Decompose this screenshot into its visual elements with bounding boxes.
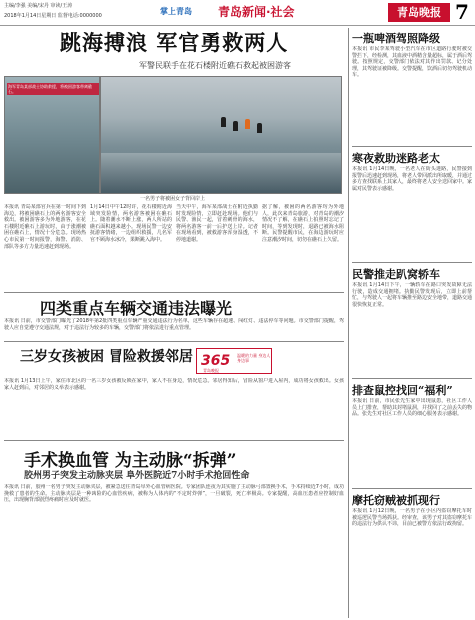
story2-headline: 四类重点车辆交通违法曝光 (40, 299, 233, 318)
divider (4, 292, 344, 293)
rescuer-figure (221, 117, 226, 127)
rescuer-figure (233, 121, 238, 131)
lead-photo-main (100, 76, 342, 194)
banner-number: 365 (201, 353, 231, 369)
item3-title: 民警推走趴窝轿车 (352, 268, 440, 281)
story4-subhead: 胶州男子突发主动脉夹层 阜外医院近7小时手术抢回性命 (24, 471, 250, 481)
date-line: 2018年1月14日星期日 监督电话:0000000 (4, 13, 102, 19)
rescuer-figure (257, 123, 262, 133)
divider (352, 488, 472, 489)
banner-slogan: 温暖的力量 身边人身边事 (237, 353, 271, 363)
item5-title: 摩托窃贼被抓现行 (352, 494, 440, 507)
item4-title: 排查鼠控找回“福利” (352, 384, 453, 397)
item5-body: 本报讯 1月12日晚，一名男子在小区内盗窃摩托车时被巡逻民警当场抓获。经审查，该男子对其盗窃摩托车的违法行为供认不讳，目前已被警方依法行政拘留。 (352, 508, 472, 527)
app-name: 掌上青岛 (160, 7, 192, 16)
banner-sub: 青岛晚报 (203, 368, 219, 373)
column-banner-365 (196, 348, 272, 374)
editor-line: 主编/李强 美编/宋丹 审读/王涛 (4, 3, 73, 9)
lead-headline: 跳海搏浪 军官勇救两人 (60, 30, 289, 55)
divider (352, 378, 472, 379)
page-number: 7 (455, 0, 469, 24)
item3-body: 本报讯 1月14日下午，一辆轿车在路口突发故障无法行驶，造成交通拥堵。执勤民警发现后，立即上前帮忙，与驾驶人一起将车辆推至路边安全地带，道路交通很快恢复正常。 (352, 282, 472, 308)
lead-body-col3: 当天中午，海军某部战士在附近执勤时发现险情，立即赶赴现场。他们与民警、渔民一起，冒着刺骨的海水，将两名游客一前一后护送上岸。记者在现场看到，被救游客浑身湿透，不停地道谢。 (176, 204, 258, 243)
item4-body: 本报讯 日前，市民张先生家中出现鼠患，社区工作人员上门排查，帮助其封堵鼠洞，并找回了之前丢失的物品。张先生对社区工作人员的细心服务表示感谢。 (352, 398, 472, 417)
page-header (0, 0, 475, 26)
lead-body-col1: 本报讯 青岛某部官兵在第一时间下到海边，将被困礁石上的两名游客安全救出。被困游客多为外地游客，在花石楼附近礁石上游玩时，由于涨潮被困在礁石上，情况十分危急。现场热心市民第一时间报警，海警、消防、部队等多方力量迅速赶到现场。 (4, 204, 86, 250)
item2-title: 寒夜救助迷路老太 (352, 152, 440, 165)
lead-body-col4: 据了解，被困的两名游客均为外地人，此次来青岛旅游，对青岛的潮汐情况不了解，在礁石上拍照时忘记了时间，等到发现时，退路已被海水阻断。民警提醒市民，在海边游玩时应注意潮汐时间，切勿在礁石上久留。 (262, 204, 344, 243)
newspaper-logo: 青岛晚报 (388, 3, 450, 22)
sea-waves (101, 153, 341, 193)
divider (352, 146, 472, 147)
item2-body: 本报讯 1月14日晚，一名老人在街头迷路，民警接到报警后迅速赶到现场，将老人带回派出所取暖，并通过多方查找联系上其家人，最终将老人安全送回家中。家属对民警表示感谢。 (352, 166, 472, 192)
story3-body: 本报讯 1月13日上午，家住市北区的一名三岁女孩被反锁在家中，家人不在身边，情况危急。邻居得知后，冒险从窗户进入屋内，成功将女孩救出。女孩家人赶到后，对邻居的义举表示感谢。 (4, 378, 344, 391)
column-divider (348, 28, 349, 618)
lead-photo-left (4, 76, 100, 194)
section-title: 青岛新闻·社会 (218, 5, 295, 19)
story4-body: 本报讯 日前，胶州一名男子突发主动脉夹层，被紧急送往青岛阜外心血管病医院。专家团队连夜为其实施了主动脉弓部置换手术，手术持续近7小时，成功挽救了患者的生命。主动脉夹层是一种凶险的心血管疾病，被称为人体内的“不定时炸弹”，一旦破裂，死亡率极高。专家提醒，高血压患者应控制好血压，出现胸背部剧烈疼痛时应及时就医。 (4, 484, 344, 504)
photo-left-caption: 海军青岛某部战士协助救援，将被困游客带离礁石。 (7, 83, 99, 95)
rescuer-figure (245, 119, 250, 129)
story3-headline: 三岁女孩被困 冒险救援邻居 (20, 349, 193, 365)
item1-title: 一瓶啤酒驾照降级 (352, 32, 440, 45)
lead-body-col2: 1月14日中午12时许，花石楼附近海域突发险情，两名游客被困在礁石上。随着潮水不断上涨，两人所站的礁石面积越来越小。现场民警一边安抚游客情绪，一边组织救援，几名军官不顾海水冰冷，果断跳入海中。 (90, 204, 172, 243)
story2-body: 本报讯 日前，市交警部门曝光了2018年第2批四类重点车辆严重交通违法行为名单，这些车辆存在超速、闯红灯、违法停车等问题。市交警部门提醒，驾驶人应自觉遵守交通法规，对于违法行为较多的车辆，交警部门将依法进行重点管理。 (4, 318, 344, 331)
lead-subhead: 军警民联手在花石楼附近礁石救起被困游客 (139, 61, 291, 70)
divider (4, 341, 344, 342)
divider (4, 440, 344, 441)
photo-main-caption: 一名男子将被困女子背回岸上 (140, 196, 206, 202)
item1-body: 本报讯 市民李某驾驶小型汽车在市区道路行驶时被交警拦下，经检测，其血液中酒精含量超标，属于酒后驾驶。按照规定，交警部门依法对其作出罚款、记分处理，其驾驶证被降级。交警提醒，饮酒后切勿驾驶机动车。 (352, 46, 472, 78)
divider (352, 262, 472, 263)
story4-headline: 手术换血管 为主动脉“拆弹” (24, 451, 237, 471)
